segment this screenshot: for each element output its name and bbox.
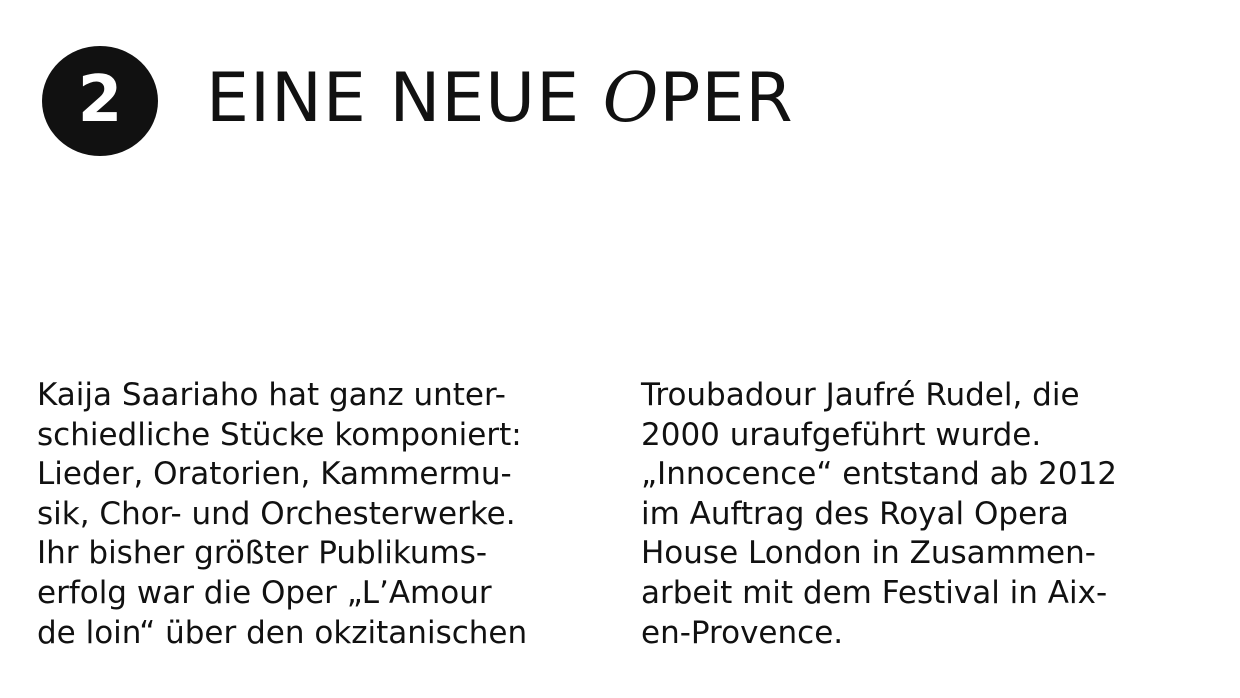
text-line: de loin“ über den okzitanischen: [37, 614, 528, 651]
text-line: House London in Zusammen-: [641, 535, 1096, 572]
title-accent-letter: O: [602, 59, 660, 138]
body-text-right-column: [641, 376, 1117, 653]
chapter-badge: [42, 46, 158, 156]
chapter-number: 2: [77, 63, 123, 137]
text-line: Lieder, Oratorien, Kammermu-: [37, 456, 512, 493]
text-line: Kaija Saariaho hat ganz unter-: [37, 377, 506, 413]
text-line: en-Provence.: [641, 614, 844, 651]
text-line: „Innocence“ entstand ab 2012: [641, 456, 1118, 493]
text-line: erfolg war die Oper „L’Amour: [37, 574, 492, 611]
text-line: Troubadour Jaufré Rudel, die: [641, 377, 1080, 413]
page-title: [206, 59, 794, 138]
text-line: arbeit mit dem Festival in Aix-: [641, 574, 1108, 611]
body-text-left-column: [37, 376, 527, 653]
text-line: im Auftrag des Royal Opera: [641, 495, 1069, 532]
title-text-start: EINE NEUE: [206, 59, 603, 138]
text-line: 2000 uraufgeführt wurde.: [641, 416, 1042, 453]
title-text-end: PER: [659, 59, 794, 138]
text-line: Ihr bisher größter Publikums-: [37, 535, 488, 572]
text-line: schiedliche Stücke komponiert:: [37, 416, 522, 453]
text-line: sik, Chor- und Orchesterwerke.: [37, 495, 516, 532]
